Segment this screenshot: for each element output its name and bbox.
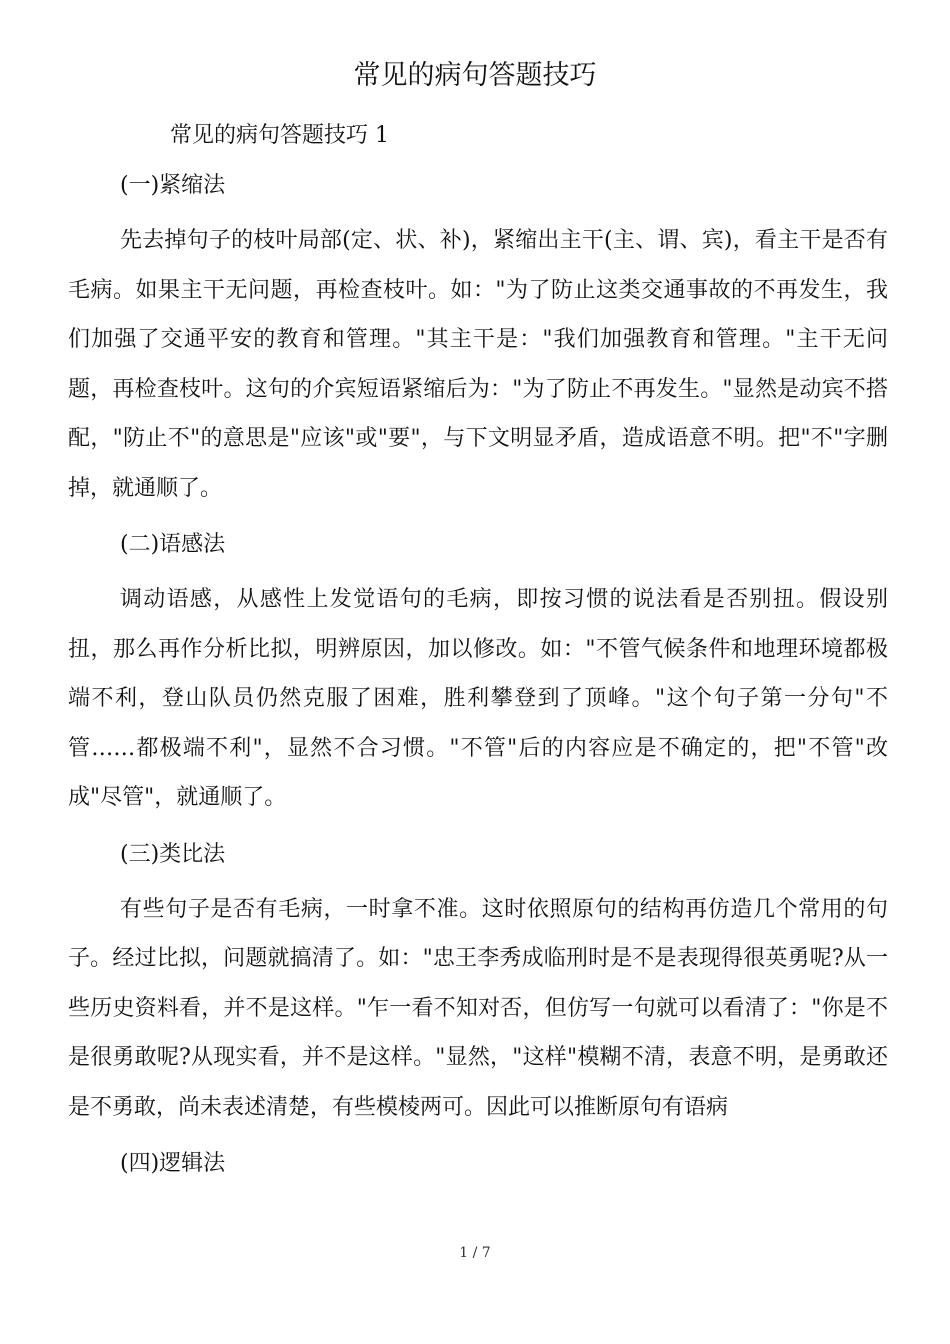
section-heading-4: (四)逻辑法 (120, 1151, 226, 1176)
section-paragraph-2: 调动语感，从感性上发觉语句的毛病，即按习惯的说法看是否别扭。假设别扭，那么再作分析比拟，明辨原因，加以修改。如："不管气候条件和地理环境都极端不利，登山队员仍然克服了困难，胜利攀登到了顶峰。"这个句子第一分句"不管……都极端不利"，显然不合习惯。"不管"后的内容应是不确定的，把"不管"改成"尽管"，就通顺了。 (68, 587, 888, 810)
section-heading-3: (三)类比法 (120, 841, 226, 867)
section-heading-1: (一)紧缩法 (120, 173, 226, 198)
section-paragraph-3: 有些句子是否有毛病，一时拿不准。这时依照原句的结构再仿造几个常用的句子。经过比拟，问题就搞清了。如："忠王李秀成临刑时是不是表现得很英勇呢?从一些历史资料看，并不是这样。"乍一看不知对否，但仿写一句就可以看清了："你是不是很勇敢呢?从现实看，并不是这样。"显然，"这样"模糊不清，表意不明，是勇敢还是不勇敢，尚未表述清楚，有些模棱两可。因此可以推断原句有语病 (68, 896, 888, 1120)
page-number: 1 / 7 (459, 1245, 491, 1261)
section-paragraph-1: 先去掉句子的枝叶局部(定、状、补)，紧缩出主干(主、谓、宾)，看主干是否有毛病。如果主干无问题，再检查枝叶。如："为了防止这类交通事故的不再发生，我们加强了交通平安的教育和管理。"其主干是："我们加强教育和管理。"主干无问题，再检查枝叶。这句的介宾短语紧缩后为："为了防止不再发生。"显然是动宾不搭配，"防止不"的意思是"应该"或"要"，与下文明显矛盾，造成语意不明。把"不"字删掉，就通顺了。 (68, 228, 888, 501)
section-heading-2: (二)语感法 (120, 532, 226, 557)
document-title: 常见的病句答题技巧 (353, 60, 597, 91)
document-subtitle: 常见的病句答题技巧 1 (170, 123, 389, 148)
document-body (68, 118, 888, 1182)
